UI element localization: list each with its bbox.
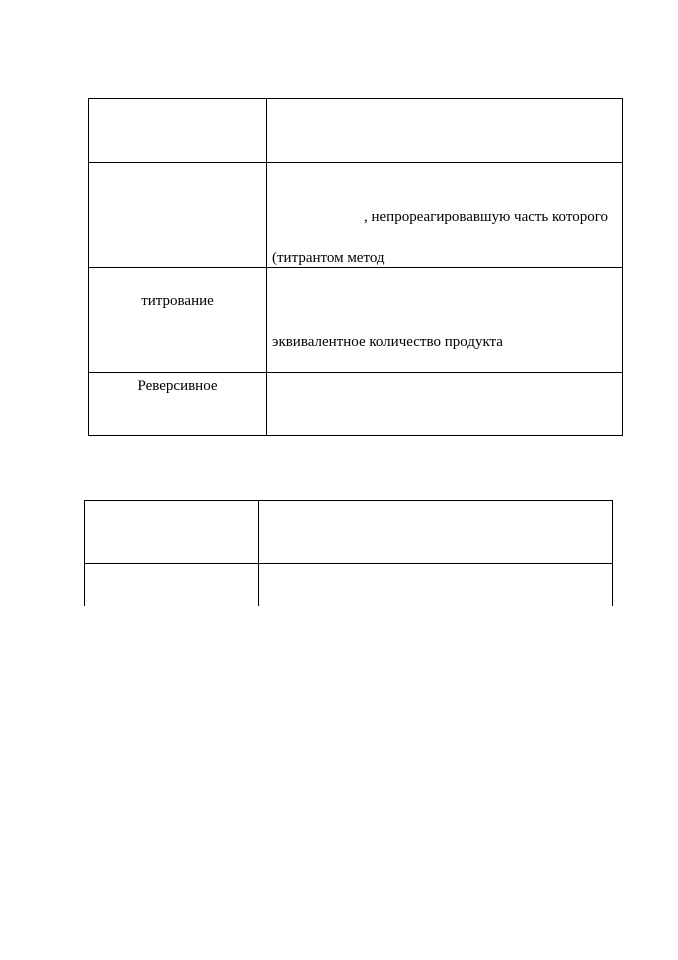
definition-text: (титрантом метод (272, 250, 385, 266)
table-row (85, 501, 613, 564)
table-row (89, 163, 623, 268)
table-cell-definition (267, 163, 623, 268)
table-row (89, 268, 623, 373)
table-cell-definition (267, 268, 623, 373)
table-cell-term (89, 373, 267, 436)
table-cell-term (85, 501, 259, 564)
definitions-table-2 (84, 500, 613, 606)
term-label: Реверсивное (137, 378, 218, 394)
table-cell-term (89, 163, 267, 268)
table-row (89, 373, 623, 436)
definition-text: эквивалентное количество продукта (272, 334, 503, 350)
table-cell-term (89, 99, 267, 163)
table-cell-term (85, 564, 259, 607)
table-row (85, 564, 613, 607)
definition-text: , непрореагировавшую часть которого (364, 209, 608, 225)
table-cell-definition (267, 373, 623, 436)
table-cell-definition (259, 564, 613, 607)
definitions-table-1 (88, 98, 623, 436)
table-row (89, 99, 623, 163)
term-label: титрование (141, 293, 214, 309)
table-cell-definition (267, 99, 623, 163)
table-cell-term (89, 268, 267, 373)
table-cell-definition (259, 501, 613, 564)
